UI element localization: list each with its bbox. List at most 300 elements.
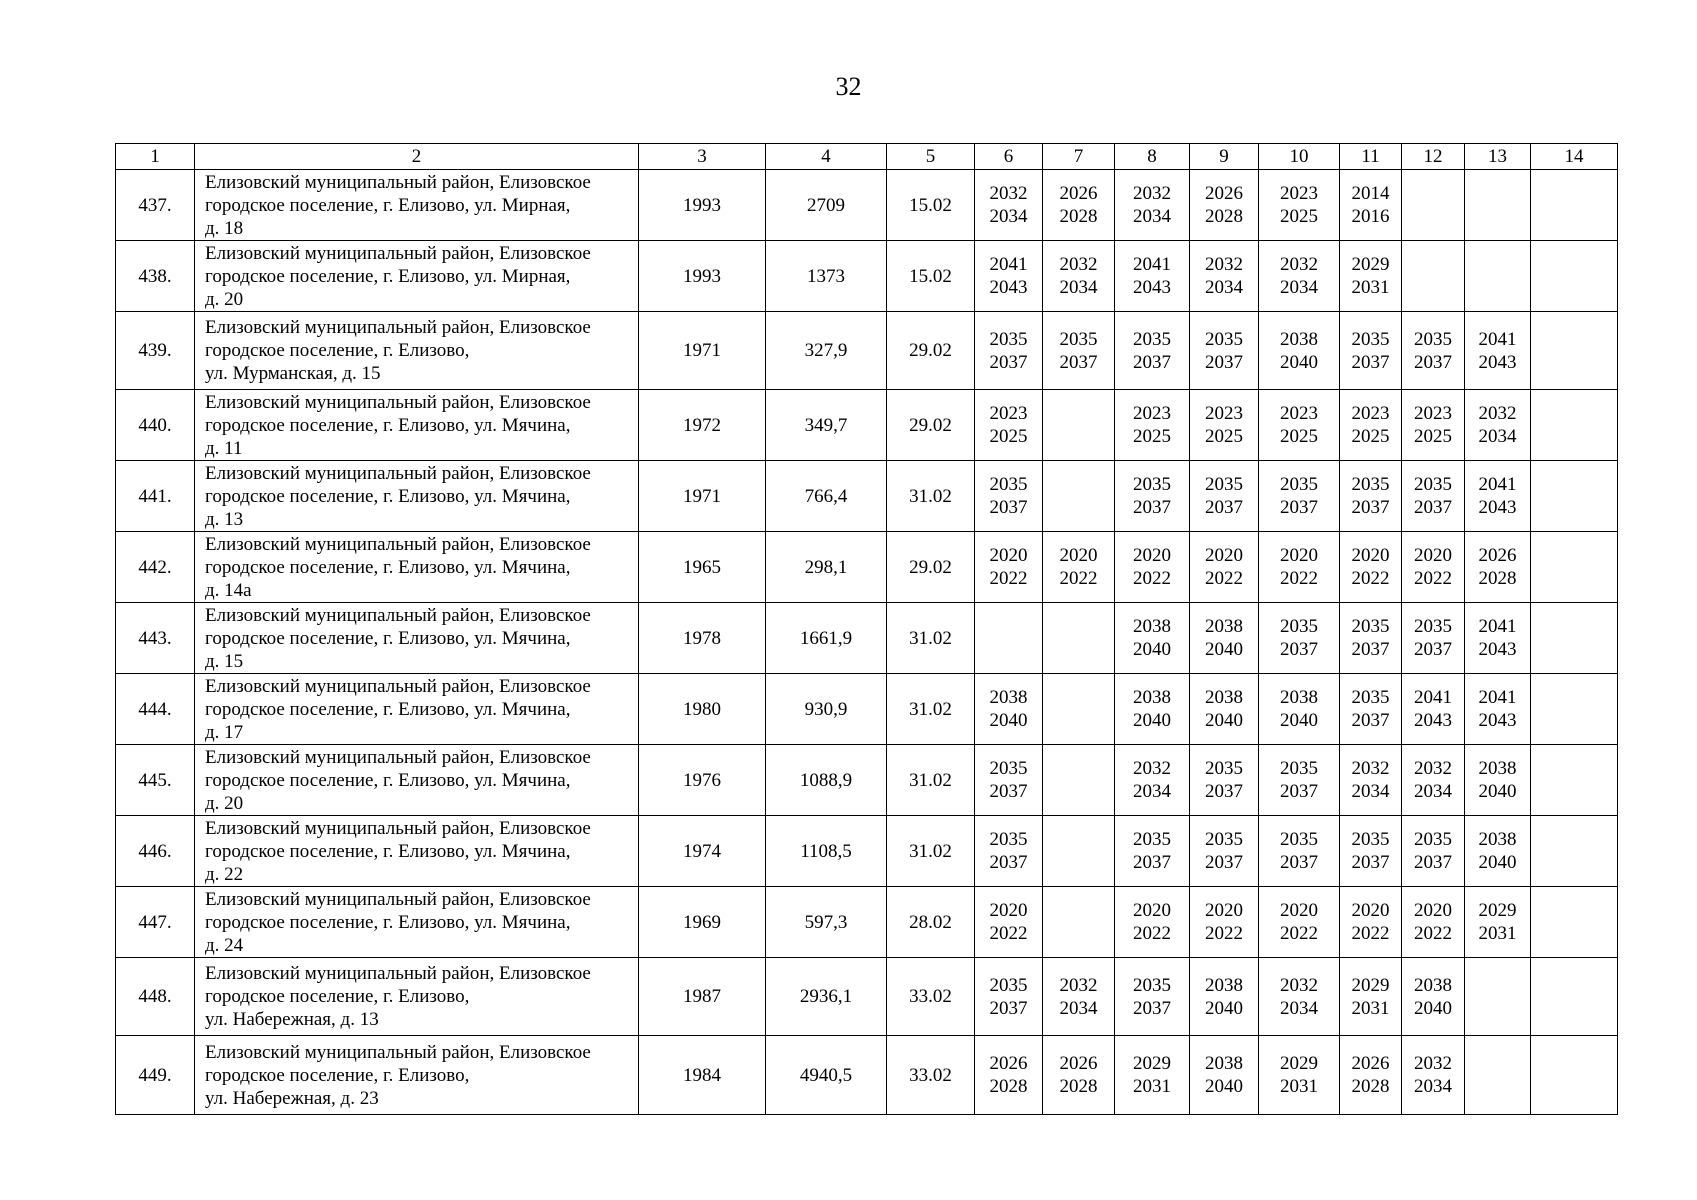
period-end: 2022 xyxy=(1205,568,1243,589)
address-cell xyxy=(195,816,639,887)
period-cell xyxy=(1340,390,1402,461)
period-end: 2037 xyxy=(1205,497,1243,518)
period-end: 2043 xyxy=(1478,351,1517,373)
period-end: 2031 xyxy=(1351,997,1390,1019)
period-cell xyxy=(1465,816,1531,887)
address-line: д. 20 xyxy=(205,792,244,814)
period-end: 2040 xyxy=(1478,781,1517,802)
period-end: 2040 xyxy=(1133,710,1171,731)
header-cell: 1 xyxy=(116,144,195,170)
period-cell xyxy=(1259,312,1340,390)
address-cell xyxy=(195,958,639,1036)
period-cell xyxy=(1115,390,1190,461)
period-cell xyxy=(1465,312,1531,390)
code-cell: 15.02 xyxy=(887,170,975,241)
period-end: 2034 xyxy=(1414,1076,1452,1097)
table-row xyxy=(116,170,1618,241)
period-start: 2038 xyxy=(989,687,1028,708)
address-cell xyxy=(195,674,639,745)
period-start: 2038 xyxy=(1414,974,1452,996)
period-cell xyxy=(1043,241,1115,312)
period-start: 2032 xyxy=(1205,254,1243,275)
period-start: 2023 xyxy=(1351,403,1390,424)
period-start: 2035 xyxy=(989,474,1028,495)
address-cell xyxy=(195,170,639,241)
address-line: городское поселение, г. Елизово, xyxy=(205,340,470,361)
period-end: 2040 xyxy=(1280,351,1318,373)
period-start: 2038 xyxy=(1133,616,1171,637)
period-start: 2035 xyxy=(1414,616,1452,637)
period-end: 2037 xyxy=(989,852,1028,873)
address-line: д. 22 xyxy=(205,863,244,885)
address-line: д. 13 xyxy=(205,508,244,530)
period-cell xyxy=(1402,958,1465,1036)
period-cell xyxy=(1259,745,1340,816)
address-line: д. 11 xyxy=(205,437,243,459)
period-end: 2031 xyxy=(1351,277,1390,298)
address-line: городское поселение, г. Елизово, ул. Мячина, xyxy=(205,556,571,578)
period-start: 2038 xyxy=(1478,829,1517,850)
period-end: 2037 xyxy=(1133,497,1171,518)
period-end: 2040 xyxy=(1414,997,1452,1019)
period-cell xyxy=(1402,241,1465,312)
period-cell xyxy=(1115,312,1190,390)
period-start: 2032 xyxy=(1133,183,1171,204)
period-start: 2023 xyxy=(1205,403,1243,424)
period-start: 2020 xyxy=(1351,545,1390,566)
period-start: 2041 xyxy=(1478,328,1517,350)
area-cell: 930,9 xyxy=(766,674,887,745)
header-cell: 12 xyxy=(1402,144,1465,170)
period-cell xyxy=(1531,170,1618,241)
year-cell: 1969 xyxy=(639,887,766,958)
period-end: 2040 xyxy=(1205,710,1243,731)
address-line: д. 18 xyxy=(205,217,244,239)
period-start: 2035 xyxy=(1280,616,1318,637)
address-line: городское поселение, г. Елизово, ул. Мячина, xyxy=(205,911,571,933)
period-cell xyxy=(1190,1036,1259,1115)
period-cell xyxy=(1340,461,1402,532)
period-cell xyxy=(1531,958,1618,1036)
period-end: 2040 xyxy=(989,710,1028,731)
period-cell xyxy=(1340,816,1402,887)
period-start: 2035 xyxy=(1205,328,1243,350)
period-cell xyxy=(1340,745,1402,816)
table-row xyxy=(116,958,1618,1036)
table-row xyxy=(116,887,1618,958)
period-start: 2026 xyxy=(1205,183,1243,204)
period-start: 2014 xyxy=(1351,183,1390,204)
address-line: д. 15 xyxy=(205,650,244,672)
period-cell xyxy=(1402,603,1465,674)
period-start: 2020 xyxy=(1059,545,1098,566)
period-end: 2037 xyxy=(1280,852,1318,873)
period-start: 2026 xyxy=(1351,1053,1390,1074)
period-start: 2029 xyxy=(1351,254,1390,275)
year-cell: 1980 xyxy=(639,674,766,745)
row-number: 438. xyxy=(116,241,195,312)
period-start: 2020 xyxy=(989,545,1028,566)
period-cell xyxy=(1465,241,1531,312)
address-line: Елизовский муниципальный район, Елизовское xyxy=(205,1041,591,1063)
area-cell: 327,9 xyxy=(766,312,887,390)
address-line: городское поселение, г. Елизово, xyxy=(205,986,470,1007)
period-cell xyxy=(1531,1036,1618,1115)
period-start: 2035 xyxy=(1133,328,1171,350)
period-start: 2023 xyxy=(989,403,1028,424)
period-start: 2032 xyxy=(1414,1053,1452,1074)
period-start: 2035 xyxy=(1205,758,1243,779)
period-start: 2032 xyxy=(1133,758,1171,779)
period-start: 2035 xyxy=(989,974,1028,996)
period-cell xyxy=(1531,887,1618,958)
period-end: 2043 xyxy=(1478,639,1517,660)
period-end: 2022 xyxy=(1205,923,1243,944)
period-cell xyxy=(1190,170,1259,241)
period-end: 2022 xyxy=(1280,568,1318,589)
period-end: 2022 xyxy=(1059,568,1098,589)
period-cell xyxy=(1465,1036,1531,1115)
period-cell xyxy=(1402,532,1465,603)
period-start: 2035 xyxy=(1351,829,1390,850)
code-cell: 31.02 xyxy=(887,674,975,745)
address-cell xyxy=(195,745,639,816)
period-cell xyxy=(975,170,1043,241)
year-cell: 1974 xyxy=(639,816,766,887)
period-cell xyxy=(1259,390,1340,461)
period-cell xyxy=(1465,603,1531,674)
period-cell xyxy=(1259,958,1340,1036)
period-cell xyxy=(1259,241,1340,312)
period-cell xyxy=(1043,390,1115,461)
period-end: 2037 xyxy=(1133,351,1171,373)
address-line: Елизовский муниципальный район, Елизовское xyxy=(205,462,591,484)
table-row xyxy=(116,816,1618,887)
period-start: 2026 xyxy=(1059,1053,1098,1074)
period-end: 2037 xyxy=(989,997,1028,1019)
period-cell xyxy=(1402,390,1465,461)
period-start: 2035 xyxy=(1133,474,1171,495)
period-start: 2020 xyxy=(1351,900,1390,921)
period-start: 2035 xyxy=(1280,829,1318,850)
period-cell xyxy=(975,887,1043,958)
address-line: Елизовский муниципальный район, Елизовское xyxy=(205,675,591,697)
period-start: 2029 xyxy=(1478,900,1517,921)
period-end: 2034 xyxy=(1059,277,1098,298)
period-start: 2023 xyxy=(1280,183,1318,204)
code-cell: 15.02 xyxy=(887,241,975,312)
period-start: 2035 xyxy=(1280,474,1318,495)
period-end: 2043 xyxy=(1414,710,1452,731)
period-cell xyxy=(975,1036,1043,1115)
period-start: 2026 xyxy=(989,1053,1028,1074)
period-cell xyxy=(1465,674,1531,745)
period-cell xyxy=(975,958,1043,1036)
period-end: 2028 xyxy=(989,1076,1028,1097)
period-cell xyxy=(1043,816,1115,887)
period-end: 2037 xyxy=(1351,351,1390,373)
address-cell xyxy=(195,312,639,390)
period-cell xyxy=(1531,603,1618,674)
period-cell xyxy=(1402,674,1465,745)
period-start: 2035 xyxy=(1059,328,1098,350)
period-start: 2035 xyxy=(1351,328,1390,350)
period-start: 2038 xyxy=(1205,1053,1243,1074)
period-cell xyxy=(1402,816,1465,887)
code-cell: 29.02 xyxy=(887,390,975,461)
period-start: 2035 xyxy=(1351,687,1390,708)
table-row xyxy=(116,461,1618,532)
period-end: 2025 xyxy=(1414,426,1452,447)
area-cell: 766,4 xyxy=(766,461,887,532)
period-cell xyxy=(1115,674,1190,745)
period-cell xyxy=(1531,241,1618,312)
period-cell xyxy=(1259,603,1340,674)
period-end: 2034 xyxy=(1351,781,1390,802)
period-end: 2025 xyxy=(989,426,1028,447)
address-line: д. 20 xyxy=(205,288,244,310)
header-row xyxy=(116,144,1618,170)
period-end: 2043 xyxy=(1133,277,1171,298)
period-end: 2037 xyxy=(1280,497,1318,518)
header-cell: 9 xyxy=(1190,144,1259,170)
address-line: Елизовский муниципальный район, Елизовское xyxy=(205,533,591,555)
period-end: 2037 xyxy=(1351,710,1390,731)
period-cell xyxy=(1190,241,1259,312)
period-cell xyxy=(1115,887,1190,958)
period-cell xyxy=(975,745,1043,816)
area-cell: 2936,1 xyxy=(766,958,887,1036)
area-cell: 349,7 xyxy=(766,390,887,461)
code-cell: 33.02 xyxy=(887,958,975,1036)
period-end: 2037 xyxy=(1280,781,1318,802)
period-start: 2041 xyxy=(989,254,1028,275)
period-start: 2020 xyxy=(1133,900,1171,921)
period-cell xyxy=(1190,745,1259,816)
address-line: Елизовский муниципальный район, Елизовское xyxy=(205,317,591,338)
table-row xyxy=(116,312,1618,390)
period-end: 2034 xyxy=(1133,206,1171,227)
header-cell: 4 xyxy=(766,144,887,170)
address-line: Елизовский муниципальный район, Елизовское xyxy=(205,888,591,910)
period-cell xyxy=(1402,170,1465,241)
period-end: 2037 xyxy=(1414,639,1452,660)
year-cell: 1971 xyxy=(639,461,766,532)
address-line: Елизовский муниципальный район, Елизовское xyxy=(205,817,591,839)
area-cell: 1661,9 xyxy=(766,603,887,674)
period-start: 2035 xyxy=(1133,974,1171,996)
address-line: Елизовский муниципальный район, Елизовское xyxy=(205,171,591,193)
period-end: 2025 xyxy=(1133,426,1171,447)
period-start: 2020 xyxy=(1280,900,1318,921)
address-line: д. 24 xyxy=(205,934,244,956)
period-end: 2034 xyxy=(1414,781,1452,802)
period-start: 2032 xyxy=(1478,403,1517,424)
data-table xyxy=(115,143,1618,1115)
period-cell xyxy=(1043,603,1115,674)
code-cell: 31.02 xyxy=(887,461,975,532)
period-start: 2038 xyxy=(1478,758,1517,779)
period-end: 2028 xyxy=(1059,206,1098,227)
period-end: 2034 xyxy=(1478,426,1517,447)
address-line: городское поселение, г. Елизово, ул. Мячина, xyxy=(205,698,571,720)
period-end: 2025 xyxy=(1351,426,1390,447)
period-end: 2037 xyxy=(1351,497,1390,518)
period-start: 2035 xyxy=(1205,829,1243,850)
period-cell xyxy=(1340,1036,1402,1115)
address-cell xyxy=(195,241,639,312)
period-end: 2034 xyxy=(989,206,1028,227)
period-cell xyxy=(1340,312,1402,390)
table-row xyxy=(116,745,1618,816)
period-cell xyxy=(1465,532,1531,603)
period-start: 2035 xyxy=(1351,616,1390,637)
period-end: 2034 xyxy=(1205,277,1243,298)
period-end: 2037 xyxy=(1205,351,1243,373)
period-cell xyxy=(1190,532,1259,603)
period-end: 2022 xyxy=(1414,568,1452,589)
address-cell xyxy=(195,1036,639,1115)
row-number: 449. xyxy=(116,1036,195,1115)
period-cell xyxy=(1190,887,1259,958)
period-cell xyxy=(1340,958,1402,1036)
period-end: 2043 xyxy=(1478,497,1517,518)
period-end: 2043 xyxy=(989,277,1028,298)
period-start: 2041 xyxy=(1478,474,1517,495)
period-cell xyxy=(975,390,1043,461)
address-line: городское поселение, г. Елизово, ул. Мячина, xyxy=(205,769,571,791)
period-start: 2035 xyxy=(1205,474,1243,495)
header-cell: 6 xyxy=(975,144,1043,170)
period-start: 2023 xyxy=(1414,403,1452,424)
header-cell: 8 xyxy=(1115,144,1190,170)
address-line: городское поселение, г. Елизово, ул. Мячина, xyxy=(205,627,571,649)
period-cell xyxy=(1115,461,1190,532)
period-start: 2035 xyxy=(989,758,1028,779)
period-start: 2035 xyxy=(1351,474,1390,495)
period-cell xyxy=(1043,887,1115,958)
row-number: 448. xyxy=(116,958,195,1036)
period-start: 2038 xyxy=(1280,687,1318,708)
period-end: 2037 xyxy=(1414,497,1452,518)
period-cell xyxy=(1531,674,1618,745)
period-cell xyxy=(975,312,1043,390)
address-line: Елизовский муниципальный район, Елизовское xyxy=(205,604,591,626)
row-number: 443. xyxy=(116,603,195,674)
period-cell xyxy=(1115,958,1190,1036)
period-cell xyxy=(1190,461,1259,532)
period-cell xyxy=(1465,958,1531,1036)
period-cell xyxy=(1340,674,1402,745)
address-line: Елизовский муниципальный район, Елизовское xyxy=(205,746,591,768)
period-cell xyxy=(1259,532,1340,603)
year-cell: 1972 xyxy=(639,390,766,461)
period-cell xyxy=(1340,532,1402,603)
page-number: 32 xyxy=(835,72,862,101)
address-line: городское поселение, г. Елизово, xyxy=(205,1064,470,1086)
period-end: 2025 xyxy=(1280,426,1318,447)
period-cell xyxy=(1465,461,1531,532)
period-end: 2037 xyxy=(1133,997,1171,1019)
period-cell xyxy=(975,603,1043,674)
period-cell xyxy=(975,532,1043,603)
address-line: городское поселение, г. Елизово, ул. Мирная, xyxy=(205,265,571,287)
code-cell: 29.02 xyxy=(887,532,975,603)
period-start: 2038 xyxy=(1205,974,1243,996)
period-cell xyxy=(1043,958,1115,1036)
address-line: городское поселение, г. Елизово, ул. Мячина, xyxy=(205,840,571,862)
period-start: 2032 xyxy=(1280,974,1318,996)
period-cell xyxy=(1402,887,1465,958)
period-cell xyxy=(1115,1036,1190,1115)
period-start: 2032 xyxy=(1280,254,1318,275)
period-start: 2041 xyxy=(1133,254,1171,275)
period-end: 2037 xyxy=(989,497,1028,518)
period-cell xyxy=(1115,170,1190,241)
period-cell xyxy=(1402,745,1465,816)
table-row xyxy=(116,674,1618,745)
period-start: 2032 xyxy=(1059,254,1098,275)
address-line: Елизовский муниципальный район, Елизовское xyxy=(205,963,591,984)
address-line: городское поселение, г. Елизово, ул. Мячина, xyxy=(205,485,571,507)
period-cell xyxy=(1115,603,1190,674)
code-cell: 33.02 xyxy=(887,1036,975,1115)
period-start: 2041 xyxy=(1478,687,1517,708)
period-cell xyxy=(1465,170,1531,241)
address-line: городское поселение, г. Елизово, ул. Мирная, xyxy=(205,194,571,216)
header-cell: 11 xyxy=(1340,144,1402,170)
period-end: 2022 xyxy=(1133,568,1171,589)
address-cell xyxy=(195,461,639,532)
period-cell xyxy=(1190,816,1259,887)
table-row xyxy=(116,241,1618,312)
period-end: 2022 xyxy=(989,923,1028,944)
table-row xyxy=(116,1036,1618,1115)
period-cell xyxy=(1402,1036,1465,1115)
period-start: 2041 xyxy=(1414,687,1452,708)
row-number: 446. xyxy=(116,816,195,887)
period-end: 2037 xyxy=(1205,852,1243,873)
period-start: 2020 xyxy=(1414,900,1452,921)
period-cell xyxy=(975,816,1043,887)
period-end: 2028 xyxy=(1205,206,1243,227)
address-line: ул. Мурманская, д. 15 xyxy=(205,363,381,384)
period-cell xyxy=(1190,674,1259,745)
period-cell xyxy=(1531,816,1618,887)
period-end: 2034 xyxy=(1059,997,1098,1019)
period-cell xyxy=(1465,390,1531,461)
row-number: 441. xyxy=(116,461,195,532)
year-cell: 1984 xyxy=(639,1036,766,1115)
period-cell xyxy=(1115,532,1190,603)
period-end: 2040 xyxy=(1280,710,1318,731)
row-number: 440. xyxy=(116,390,195,461)
period-cell xyxy=(1190,958,1259,1036)
period-cell xyxy=(1190,312,1259,390)
period-cell xyxy=(1340,603,1402,674)
period-cell xyxy=(1043,312,1115,390)
address-cell xyxy=(195,603,639,674)
period-start: 2038 xyxy=(1205,687,1243,708)
period-start: 2035 xyxy=(989,328,1028,350)
period-cell xyxy=(1465,745,1531,816)
address-line: ул. Набережная, д. 13 xyxy=(205,1009,379,1030)
address-cell xyxy=(195,390,639,461)
period-end: 2022 xyxy=(989,568,1028,589)
year-cell: 1993 xyxy=(639,170,766,241)
period-cell xyxy=(1340,170,1402,241)
period-start: 2026 xyxy=(1478,545,1517,566)
